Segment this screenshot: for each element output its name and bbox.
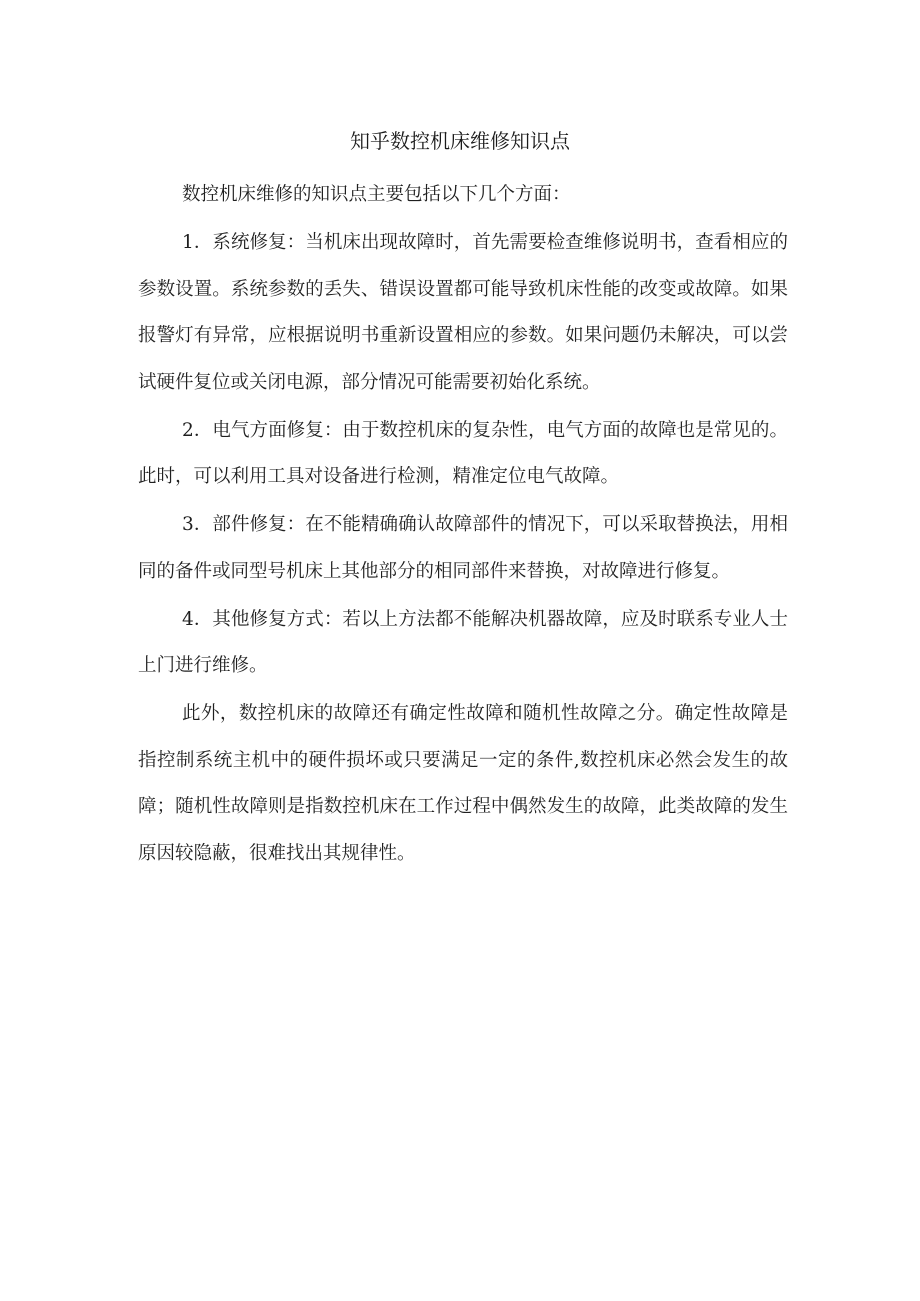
electrical-repair-paragraph: 2．电气方面修复：由于数控机床的复杂性，电气方面的故障也是常见的。此时，可以利用工具对设备进行检测，精准定位电气故障。 (138, 419, 788, 487)
intro-paragraph: 数控机床维修的知识点主要包括以下几个方面： (182, 184, 571, 205)
component-repair-paragraph: 3．部件修复：在不能精确确认故障部件的情况下，可以采取替换法，用相同的备件或同型号机床上其他部分的相同部件来替换，对故障进行修复。 (138, 514, 788, 582)
document-body (138, 172, 788, 879)
fault-types-paragraph: 此外，数控机床的故障还有确定性故障和随机性故障之分。确定性故障是指控制系统主机中的硬件损坏或只要满足一定的条件,数控机床必然会发生的故障；随机性故障则是指数控机床在工作过程中偶然发生的故障，此类故障的发生原因较隐蔽，很难找出其规律性。 (138, 703, 788, 864)
document-title: 知乎数控机床维修知识点 (350, 129, 570, 153)
other-repair-paragraph: 4．其他修复方式：若以上方法都不能解决机器故障，应及时联系专业人士上门进行维修。 (138, 608, 788, 676)
system-repair-paragraph: 1．系统修复：当机床出现故障时，首先需要检查维修说明书，查看相应的参数设置。系统参数的丢失、错误设置都可能导致机床性能的改变或故障。如果报警灯有异常，应根据说明书重新设置相应的参数。如果问题仍未解决，可以尝试硬件复位或关闭电源，部分情况可能需要初始化系统。 (138, 232, 788, 393)
